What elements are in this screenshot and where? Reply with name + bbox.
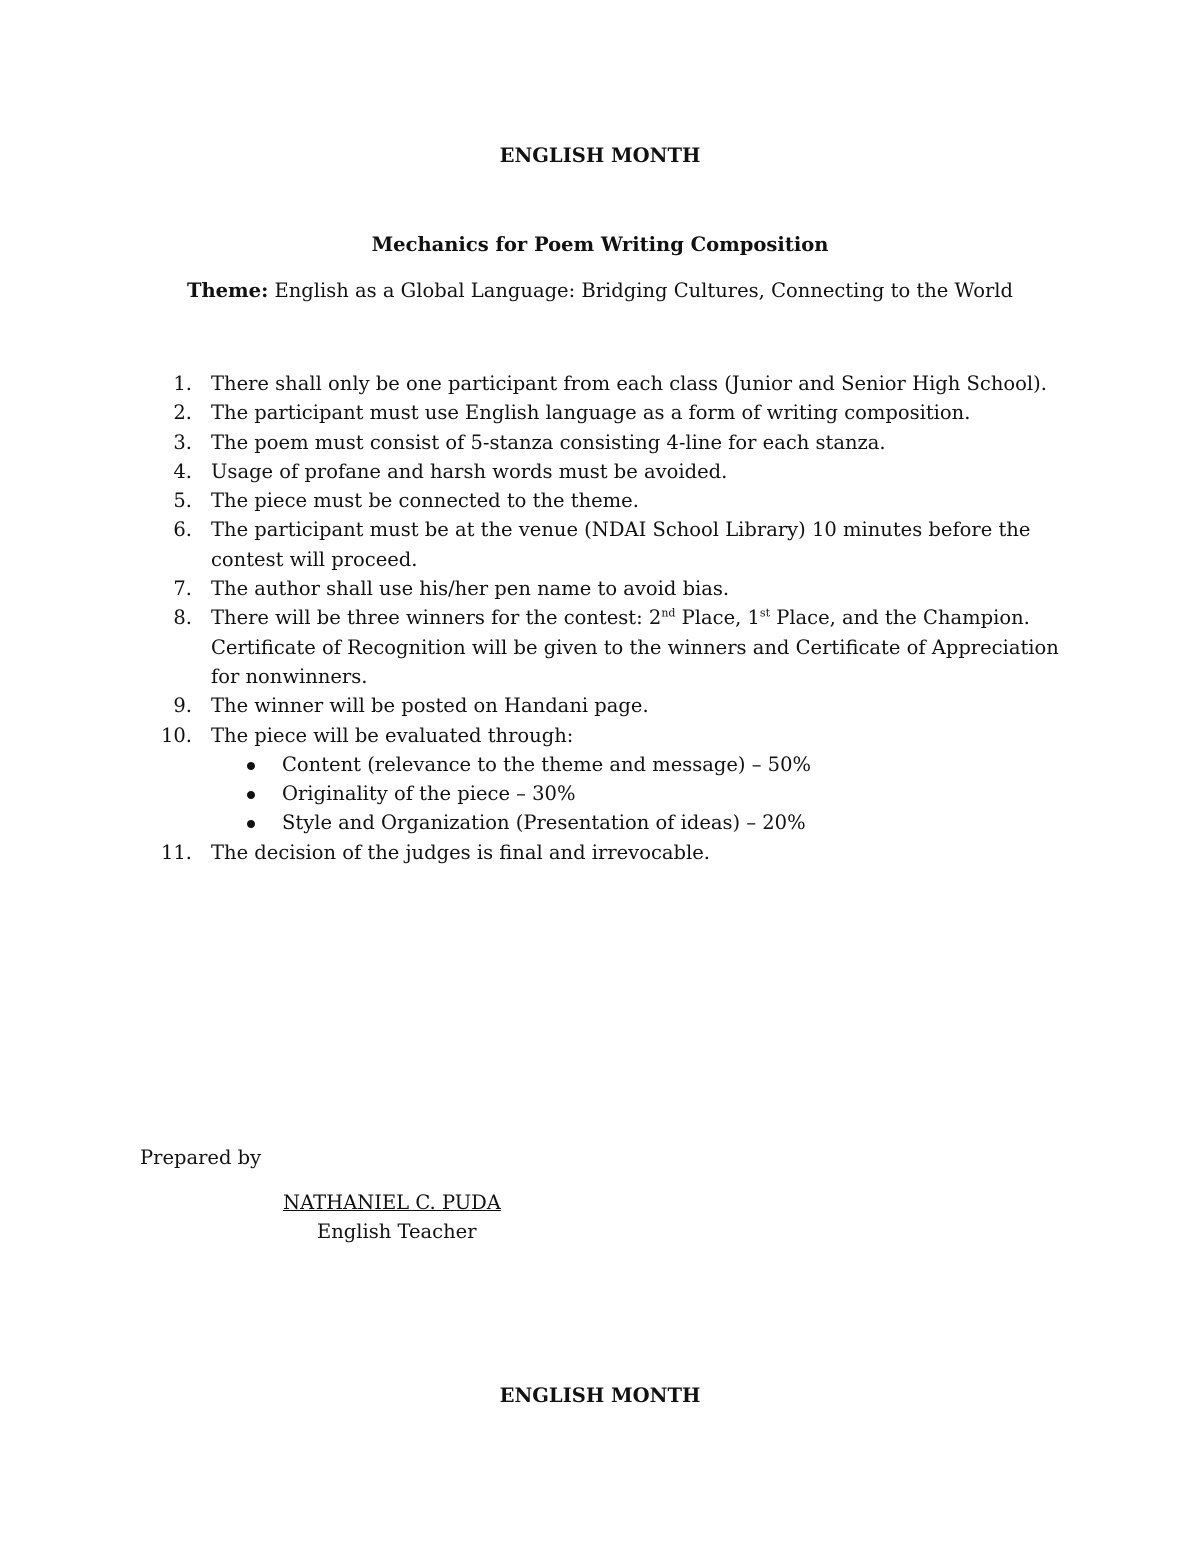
list-item xyxy=(0,457,1200,486)
theme-line xyxy=(0,279,1200,302)
item-number: 4. xyxy=(173,459,192,483)
item-number: 8. xyxy=(173,606,192,630)
item-number: 2. xyxy=(173,401,192,425)
criteria-text: Originality of the piece – 30% xyxy=(282,782,576,806)
list-item xyxy=(0,486,1200,515)
item-text: The winner will be posted on Handani page. xyxy=(211,694,649,718)
list-item xyxy=(0,398,1200,427)
list-item xyxy=(0,691,1200,720)
ordinal-suffix: st xyxy=(759,606,770,620)
item-text: The piece must be connected to the theme. xyxy=(211,489,639,513)
criteria-text: Content (relevance to the theme and message) – 50% xyxy=(282,752,812,776)
list-item xyxy=(0,515,1200,574)
list-item xyxy=(0,574,1200,603)
item-number: 3. xyxy=(173,430,192,454)
prepared-by-label: Prepared by xyxy=(140,1146,262,1169)
list-item xyxy=(0,603,1200,691)
item-text-part: Place, 1 xyxy=(675,606,760,630)
item-number: 7. xyxy=(173,577,192,601)
item-text: The author shall use his/her pen name to avoid bias. xyxy=(211,577,730,601)
theme-label: Theme: xyxy=(186,279,269,302)
ordinal-suffix: nd xyxy=(661,606,676,620)
criteria-text: Style and Organization (Presentation of ideas) – 20% xyxy=(282,811,806,835)
theme-text: English as a Global Language: Bridging Cultures, Connecting to the World xyxy=(274,279,1014,302)
item-text: The participant must be at the venue (NDAI School Library) 10 minutes before the contest will proceed. xyxy=(211,518,1031,571)
signatory-role: English Teacher xyxy=(317,1220,477,1243)
item-number: 9. xyxy=(173,694,192,718)
signatory-name: NATHANIEL C. PUDA xyxy=(283,1191,501,1214)
item-text: There shall only be one participant from each class (Junior and Senior High School). xyxy=(211,372,1047,395)
item-text: The decision of the judges is final and irrevocable. xyxy=(211,840,710,864)
item-text-part: Place, and the Champion. Certificate of Recognition will be given to the winners and Certificate of Appreciation for nonwinners. xyxy=(211,606,1059,688)
item-text xyxy=(211,606,1059,688)
item-number: 5. xyxy=(173,489,192,513)
item-text-part: There will be three winners for the contest: 2 xyxy=(211,606,662,630)
bullet-icon xyxy=(247,791,255,799)
item-text: Usage of profane and harsh words must be avoided. xyxy=(211,459,728,483)
item-text: The piece will be evaluated through: xyxy=(211,723,574,747)
item-number: 10. xyxy=(160,723,192,747)
item-text: The poem must consist of 5-stanza consisting 4-line for each stanza. xyxy=(211,430,886,454)
criteria-item xyxy=(211,808,1080,837)
bullet-icon xyxy=(247,762,255,770)
next-page-title: ENGLISH MONTH xyxy=(499,1384,701,1407)
list-item xyxy=(0,838,1200,867)
criteria-list xyxy=(211,750,1080,838)
item-number: 6. xyxy=(173,518,192,542)
criteria-item xyxy=(211,779,1080,808)
item-number: 11. xyxy=(160,840,192,864)
item-number: 1. xyxy=(173,372,192,395)
list-item xyxy=(0,369,1200,398)
item-text: The participant must use English language as a form of writing composition. xyxy=(211,401,971,425)
list-item xyxy=(0,428,1200,457)
list-item xyxy=(0,721,1200,838)
criteria-item xyxy=(211,750,1080,779)
bullet-icon xyxy=(247,820,255,828)
document-subtitle: Mechanics for Poem Writing Composition xyxy=(371,233,829,256)
page-title: ENGLISH MONTH xyxy=(499,144,701,167)
rules-list xyxy=(0,369,1200,867)
